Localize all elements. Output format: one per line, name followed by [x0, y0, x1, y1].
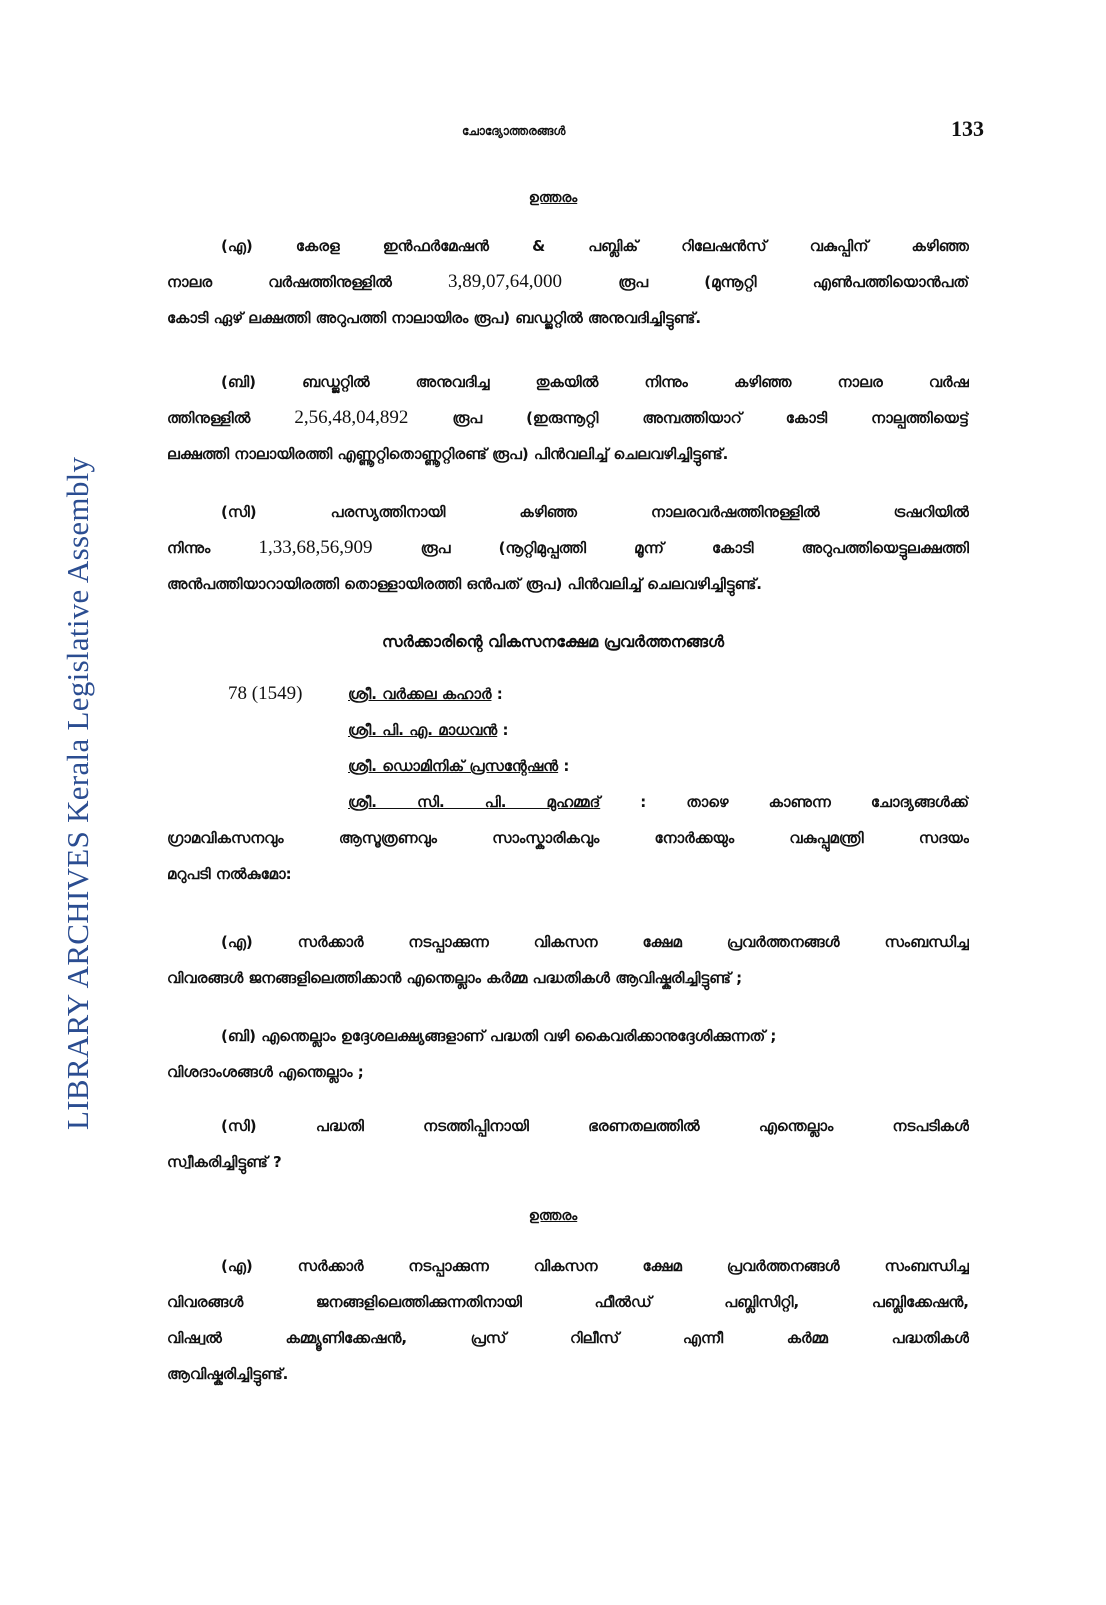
question-part-c — [167, 1108, 969, 1180]
answer-heading: ഉത്തരം — [528, 190, 578, 206]
page-number: 133 — [951, 116, 984, 141]
answer-part-c — [167, 494, 969, 602]
text-line: (ബി) ബഡ്ജറ്റിൽ അനുവദിച്ച തുകയിൽ നിന്നും കഴിഞ്ഞ നാലര വർഷ — [221, 373, 969, 391]
answer-heading: ഉത്തരം — [528, 1208, 578, 1224]
text-line: മറുപടി നൽകുമോ: — [167, 865, 292, 883]
member-name: ശ്രീ. സി. പി. മുഹമ്മദ് — [348, 793, 601, 811]
question-lead — [167, 784, 969, 892]
text-line: വിവരങ്ങൾ ജനങ്ങളിലെത്തിക്കുന്നതിനായി ഫീൽഡ് പബ്ലിസിറ്റി, പബ്ലിക്കേഷൻ, — [167, 1293, 969, 1311]
answer-part-b — [167, 364, 969, 472]
answer-part-a — [167, 228, 969, 336]
text-line: ഗ്രാമവികസനവും ആസൂത്രണവും സാംസ്കാരികവും നോർക്കയും വകുപ്പുമന്ത്രി സദയം — [167, 829, 969, 847]
text-line: (ബി) എന്തെല്ലാം ഉദ്ദേശലക്ഷ്യങ്ങളാണ് പദ്ധതി വഴി കൈവരിക്കാനുദ്ദേശിക്കുന്നത് ; — [221, 1027, 777, 1045]
text-line: കോടി ഏഴ് ലക്ഷത്തി അറുപത്തി നാലായിരം രൂപ) ബഡ്ജറ്റിൽ അനുവദിച്ചിട്ടുണ്ട്. — [167, 309, 702, 327]
running-title: ചോദ്യോത്തരങ്ങൾ — [462, 124, 566, 138]
running-header — [0, 116, 1106, 146]
question-member-row: 78 (1549) ശ്രീ. വർക്കല കഹാർ : — [228, 676, 968, 712]
question-member-row: ശ്രീ. ഡൊമിനിക് പ്രസന്റേഷൻ : — [348, 757, 570, 775]
text-line: ആവിഷ്കരിച്ചിട്ടുണ്ട്. — [167, 1365, 289, 1383]
member-name: ശ്രീ. വർക്കല കഹാർ — [348, 685, 492, 703]
question-header — [228, 676, 968, 784]
text-line: വിശദാംശങ്ങൾ എന്തെല്ലാം ; — [167, 1063, 364, 1081]
text-line: നിന്നും 1,33,68,56,909 രൂപ (നൂറ്റിമുപ്പത്തി മൂന്ന് കോടി അറുപത്തിയെട്ടുലക്ഷത്തി — [167, 537, 969, 558]
text-line: അൻപത്തിയാറായിരത്തി തൊള്ളായിരത്തി ഒൻപത് രൂപ) പിൻവലിച്ച് ചെലവഴിച്ചിട്ടുണ്ട്. — [167, 575, 762, 593]
text-line: ത്തിനുള്ളിൽ 2,56,48,04,892 രൂപ (ഇരുന്നൂറ്റി അമ്പത്തിയാറ് കോടി നാല്പത്തിയെട്ട് — [167, 407, 969, 428]
text-line: (എ) സർക്കാർ നടപ്പാക്കുന്ന വികസന ക്ഷേമ പ്രവർത്തനങ്ങൾ സംബന്ധിച്ച — [221, 1257, 969, 1275]
text-line: (സി) പദ്ധതി നടത്തിപ്പിനായി ഭരണതലത്തിൽ എന്തെല്ലാം നടപടികൾ — [221, 1117, 969, 1135]
question-number: 78 (1549) — [228, 683, 303, 704]
text-line: ശ്രീ. സി. പി. മുഹമ്മദ് : താഴെ കാണുന്ന ചോദ്യങ്ങൾക്ക് — [348, 793, 969, 811]
library-archives-watermark: LIBRARY ARCHIVES Kerala Legislative Assembly — [60, 456, 95, 1130]
text-line: വിഷ്വൽ കമ്മ്യൂണിക്കേഷൻ, പ്രസ് റിലീസ് എന്നീ കർമ്മ പദ്ധതികൾ — [167, 1329, 969, 1347]
text-line: നാലര വർഷത്തിനുള്ളിൽ 3,89,07,64,000 രൂപ (മുന്നൂറ്റി എൺപത്തിയൊൻപത് — [167, 271, 969, 292]
amount-figure: 2,56,48,04,892 — [294, 407, 409, 428]
question-part-a — [167, 924, 969, 996]
member-name: ശ്രീ. പി. എ. മാധവൻ — [348, 721, 498, 739]
text-line: (എ) കേരള ഇൻഫർമേഷൻ & പബ്ലിക് റിലേഷൻസ് വകുപ്പിന് കഴിഞ്ഞ — [221, 237, 969, 255]
question-part-b — [167, 1018, 969, 1090]
text-line: വിവരങ്ങൾ ജനങ്ങളിലെത്തിക്കാൻ എന്തെല്ലാം കർമ്മ പദ്ധതികൾ ആവിഷ്കരിച്ചിട്ടുണ്ട് ; — [167, 969, 743, 987]
amount-figure: 1,33,68,56,909 — [258, 537, 373, 558]
amount-figure: 3,89,07,64,000 — [448, 271, 563, 292]
text-line: (സി) പരസ്യത്തിനായി കഴിഞ്ഞ നാലരവർഷത്തിനുള്ളിൽ ട്രഷറിയിൽ — [221, 503, 969, 521]
text-line: ലക്ഷത്തി നാലായിരത്തി എണ്ണൂറ്റിതൊണ്ണൂറ്റിരണ്ട് രൂപ) പിൻവലിച്ച് ചെലവഴിച്ചിട്ടുണ്ട്. — [167, 445, 729, 463]
member-name: ശ്രീ. ഡൊമിനിക് പ്രസന്റേഷൻ — [348, 757, 559, 775]
text-line: സ്വീകരിച്ചിട്ടുണ്ട് ? — [167, 1153, 282, 1171]
text-line: (എ) സർക്കാർ നടപ്പാക്കുന്ന വികസന ക്ഷേമ പ്രവർത്തനങ്ങൾ സംബന്ധിച്ച — [221, 933, 969, 951]
question-member-row: ശ്രീ. പി. എ. മാധവൻ : — [348, 721, 509, 739]
answer-2-part-a — [167, 1248, 969, 1392]
section-title: സർക്കാരിന്റെ വികസനക്ഷേമ പ്രവർത്തനങ്ങൾ — [381, 632, 725, 651]
